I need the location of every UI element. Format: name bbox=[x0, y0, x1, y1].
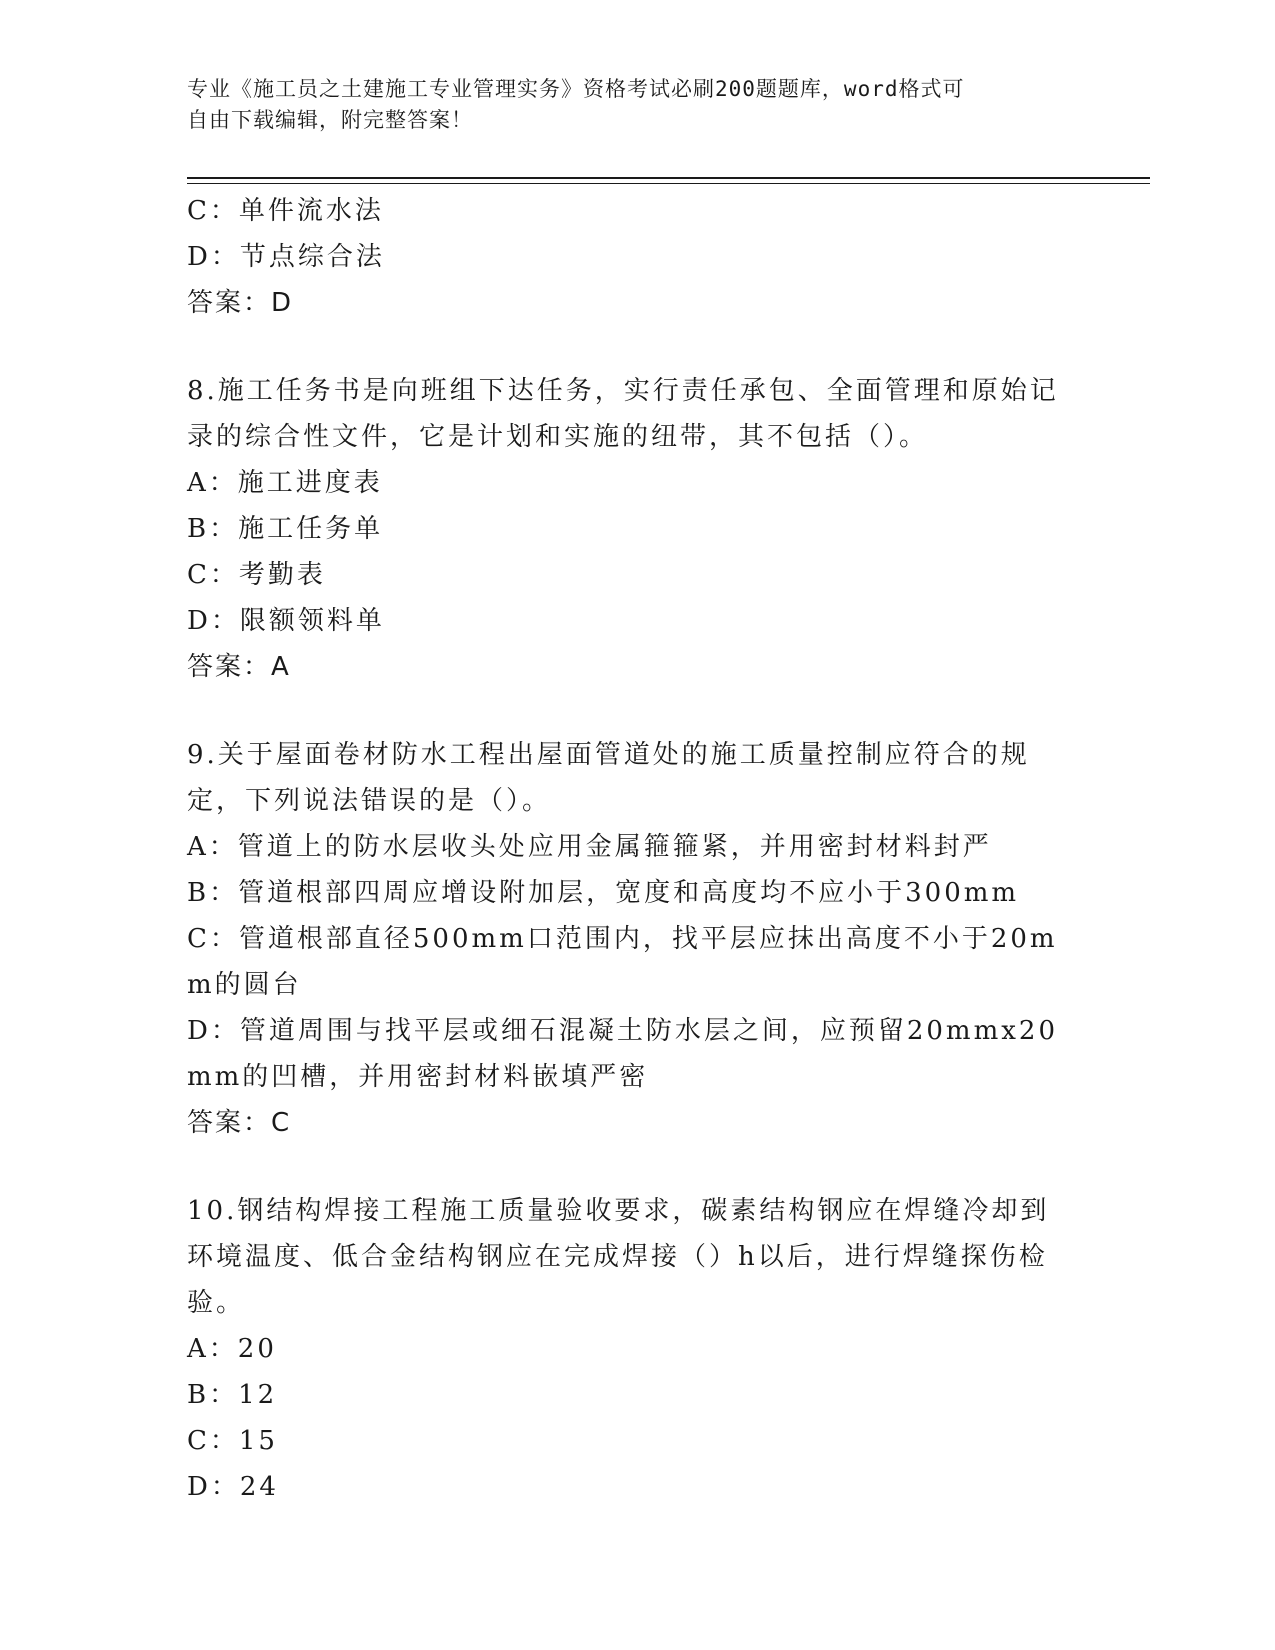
header-line-1: 专业《施工员之土建施工专业管理实务》资格考试必刷200题题库，word格式可 bbox=[187, 77, 965, 101]
option-b: B：管道根部四周应增设附加层，宽度和高度均不应小于300mm bbox=[187, 878, 1020, 908]
header-divider bbox=[187, 177, 1150, 179]
option-c: C：管道根部直径500mm口范围内，找平层应抹出高度不小于20mm的圆台 bbox=[187, 924, 1058, 1000]
option-d: D：24 bbox=[187, 1472, 279, 1502]
option-c: C：考勤表 bbox=[187, 560, 326, 590]
option-b: B：12 bbox=[187, 1380, 278, 1410]
option-a: A：20 bbox=[187, 1334, 277, 1364]
answer-text: 答案：D bbox=[187, 288, 294, 318]
option-a: A：施工进度表 bbox=[187, 468, 383, 498]
question-8 bbox=[187, 368, 1067, 690]
option-a: A：管道上的防水层收头处应用金属箍箍紧，并用密封材料封严 bbox=[187, 832, 992, 862]
option-c: C：15 bbox=[187, 1426, 278, 1456]
question-9 bbox=[187, 732, 1067, 1146]
answer-text: 答案：C bbox=[187, 1108, 292, 1138]
option-d: D：限额领料单 bbox=[187, 606, 385, 636]
answer-text: 答案：A bbox=[187, 652, 291, 682]
header-line-2: 自由下载编辑，附完整答案！ bbox=[187, 108, 473, 132]
question-stem: 10.钢结构焊接工程施工质量验收要求，碳素结构钢应在焊缝冷却到环境温度、低合金结构钢应在完成焊接（）h以后，进行焊缝探伤检验。 bbox=[187, 1196, 1050, 1318]
question-list bbox=[187, 188, 1067, 1510]
header-divider-thin bbox=[187, 183, 1150, 184]
question-7-continued bbox=[187, 188, 1067, 326]
option-d: D：节点综合法 bbox=[187, 242, 385, 272]
option-d: D：管道周围与找平层或细石混凝土防水层之间，应预留20mmx20mm的凹槽，并用密封材料嵌填严密 bbox=[187, 1016, 1058, 1092]
question-stem: 8.施工任务书是向班组下达任务，实行责任承包、全面管理和原始记录的综合性文件，它是计划和实施的纽带，其不包括（）。 bbox=[187, 376, 1059, 452]
option-b: B：施工任务单 bbox=[187, 514, 384, 544]
question-10 bbox=[187, 1188, 1067, 1510]
option-c: C：单件流水法 bbox=[187, 196, 384, 226]
page-header bbox=[187, 74, 1067, 136]
question-stem: 9.关于屋面卷材防水工程出屋面管道处的施工质量控制应符合的规定，下列说法错误的是（）。 bbox=[187, 740, 1030, 816]
